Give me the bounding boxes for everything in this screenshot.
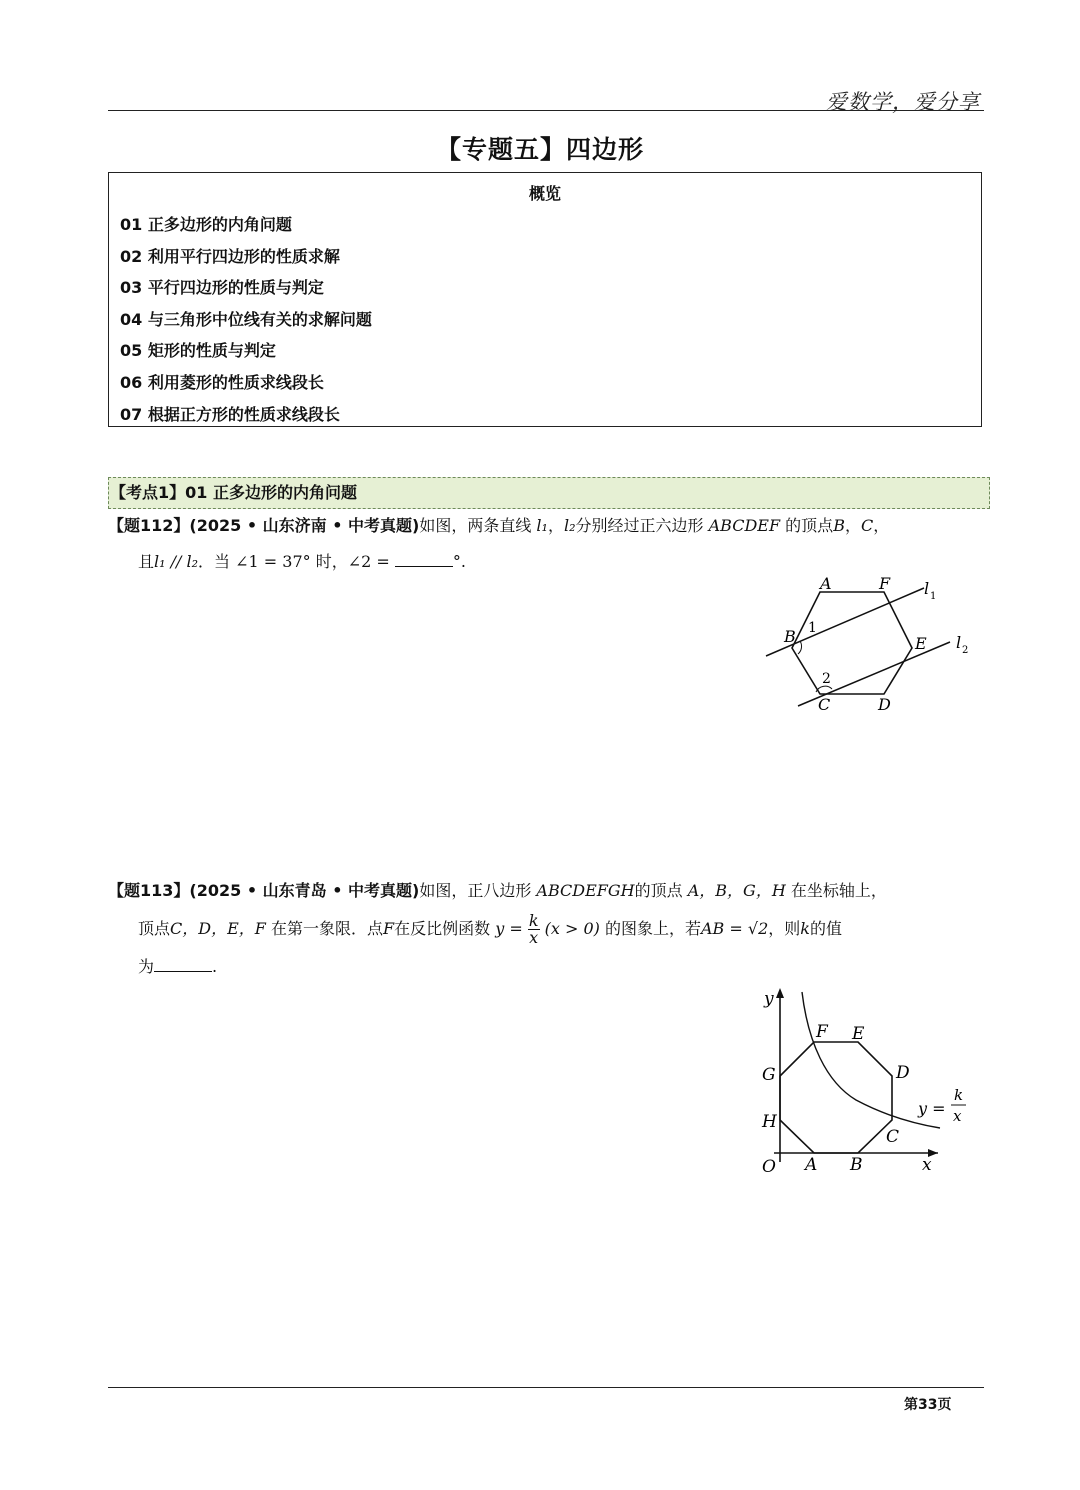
label-x: x bbox=[922, 1155, 932, 1175]
math-ab: AB = √2 bbox=[701, 919, 769, 938]
math-octagon: ABCDEFGH bbox=[536, 881, 635, 900]
q-text: 如图，正八边形 bbox=[419, 881, 532, 900]
overview-item[interactable]: 02 利用平行四边形的性质求解 bbox=[120, 246, 340, 266]
overview-item[interactable]: 06 利用菱形的性质求线段长 bbox=[120, 372, 324, 392]
label-O: O bbox=[762, 1157, 776, 1177]
fraction-k-over-x: $\frac{k}{x}$ bbox=[528, 911, 539, 947]
q-text: 的顶点 bbox=[634, 881, 683, 900]
answer-blank[interactable] bbox=[154, 957, 212, 972]
kaodian-header: 【考点1】01 正多边形的内角问题 bbox=[108, 477, 990, 509]
label-F: F bbox=[879, 574, 891, 593]
label-l1-sub: 1 bbox=[930, 591, 937, 602]
footer-rule bbox=[108, 1387, 984, 1388]
q-text: 的图象上，若 bbox=[604, 919, 701, 938]
label-B: B bbox=[784, 627, 796, 646]
q-text: 如图，两条直线 bbox=[419, 516, 532, 535]
label-E: E bbox=[852, 1024, 865, 1044]
question-source: (2025 • 山东济南 • 中考真题) bbox=[189, 516, 420, 535]
overview-item[interactable]: 03 平行四边形的性质与判定 bbox=[120, 278, 324, 298]
header-rule bbox=[108, 110, 984, 111]
q-text: ， bbox=[844, 516, 861, 535]
page-number: 第33页 bbox=[904, 1397, 952, 1413]
math-l2: l₂ bbox=[563, 516, 576, 535]
label-l2: l bbox=[956, 633, 962, 652]
label-C: C bbox=[886, 1127, 900, 1147]
question-113 bbox=[108, 872, 988, 986]
question-tag: 【题112】 bbox=[108, 516, 190, 535]
overview-item[interactable]: 04 与三角形中位线有关的求解问题 bbox=[120, 309, 372, 329]
page-title: 【专题五】四边形 bbox=[435, 135, 644, 164]
q-text: 且 bbox=[138, 552, 155, 571]
label-l1: l bbox=[924, 579, 930, 598]
overview-list bbox=[120, 209, 372, 430]
math-vertex: B bbox=[833, 516, 845, 535]
q-text: 在反比例函数 bbox=[394, 919, 491, 938]
q-text: ， bbox=[547, 516, 564, 535]
math-k: k bbox=[800, 919, 810, 938]
label-curve-k: k bbox=[954, 1086, 964, 1104]
y-arrow bbox=[776, 988, 784, 998]
q-text: 分别经过正六边形 bbox=[575, 516, 704, 535]
overview-heading: 概览 bbox=[528, 184, 561, 203]
q-text: 为 bbox=[138, 957, 155, 976]
label-l2-sub: 2 bbox=[962, 645, 969, 656]
math-cond: (x > 0) bbox=[544, 919, 600, 938]
label-H: H bbox=[762, 1112, 777, 1132]
q-text: ．当 ∠1 = 37° 时，∠2 = bbox=[198, 552, 390, 571]
label-D: D bbox=[878, 695, 891, 714]
label-E: E bbox=[915, 634, 927, 653]
label-angle1: 1 bbox=[808, 620, 817, 636]
octagon-figure bbox=[756, 982, 976, 1177]
math-parallel: l₁ // l₂ bbox=[154, 552, 199, 571]
label-angle2: 2 bbox=[822, 671, 831, 687]
header-slogan: 爱数学，爱分享 bbox=[826, 90, 980, 114]
math-vertices: C，D，E，F bbox=[170, 919, 266, 938]
math-point: F bbox=[382, 919, 395, 938]
question-source: (2025 • 山东青岛 • 中考真题) bbox=[189, 881, 420, 900]
q-text: ，则 bbox=[768, 919, 801, 938]
label-F: F bbox=[816, 1022, 828, 1042]
question-tag: 【题113】 bbox=[108, 881, 190, 900]
label-y: y bbox=[764, 989, 774, 1009]
q-text: 在第一象限．点 bbox=[270, 919, 383, 938]
math-vertices: A，B，G，H bbox=[687, 881, 786, 900]
math-hexagon: ABCDEF bbox=[708, 516, 781, 535]
hexagon-figure bbox=[760, 570, 990, 720]
label-D: D bbox=[896, 1063, 910, 1083]
q-text: ， bbox=[873, 516, 890, 535]
math-l1: l₁ bbox=[536, 516, 548, 535]
label-G: G bbox=[762, 1065, 776, 1085]
label-curve-y: y = bbox=[918, 1099, 946, 1118]
angle1-arc bbox=[798, 641, 802, 654]
overview-item[interactable]: 07 根据正方形的性质求线段长 bbox=[120, 404, 340, 424]
octagon-shape bbox=[780, 1042, 892, 1153]
q-text: 顶点 bbox=[138, 919, 171, 938]
answer-blank[interactable] bbox=[395, 552, 453, 567]
label-A: A bbox=[820, 574, 832, 593]
q-text: °. bbox=[452, 552, 466, 571]
overview-item[interactable]: 05 矩形的性质与判定 bbox=[120, 341, 276, 361]
label-curve-x: x bbox=[953, 1107, 962, 1125]
hexagon-shape bbox=[792, 592, 912, 694]
label-A: A bbox=[805, 1155, 818, 1175]
q-text: . bbox=[212, 957, 218, 976]
q-text: 的顶点 bbox=[785, 516, 834, 535]
label-C: C bbox=[818, 695, 831, 714]
q-text: 的值 bbox=[809, 919, 842, 938]
q-text: 在坐标轴上， bbox=[790, 881, 887, 900]
math-vertex: C bbox=[860, 516, 874, 535]
overview-box bbox=[108, 172, 982, 427]
label-B: B bbox=[850, 1155, 863, 1175]
math-fn: y = bbox=[495, 919, 523, 938]
overview-item[interactable]: 01 正多边形的内角问题 bbox=[120, 215, 292, 234]
